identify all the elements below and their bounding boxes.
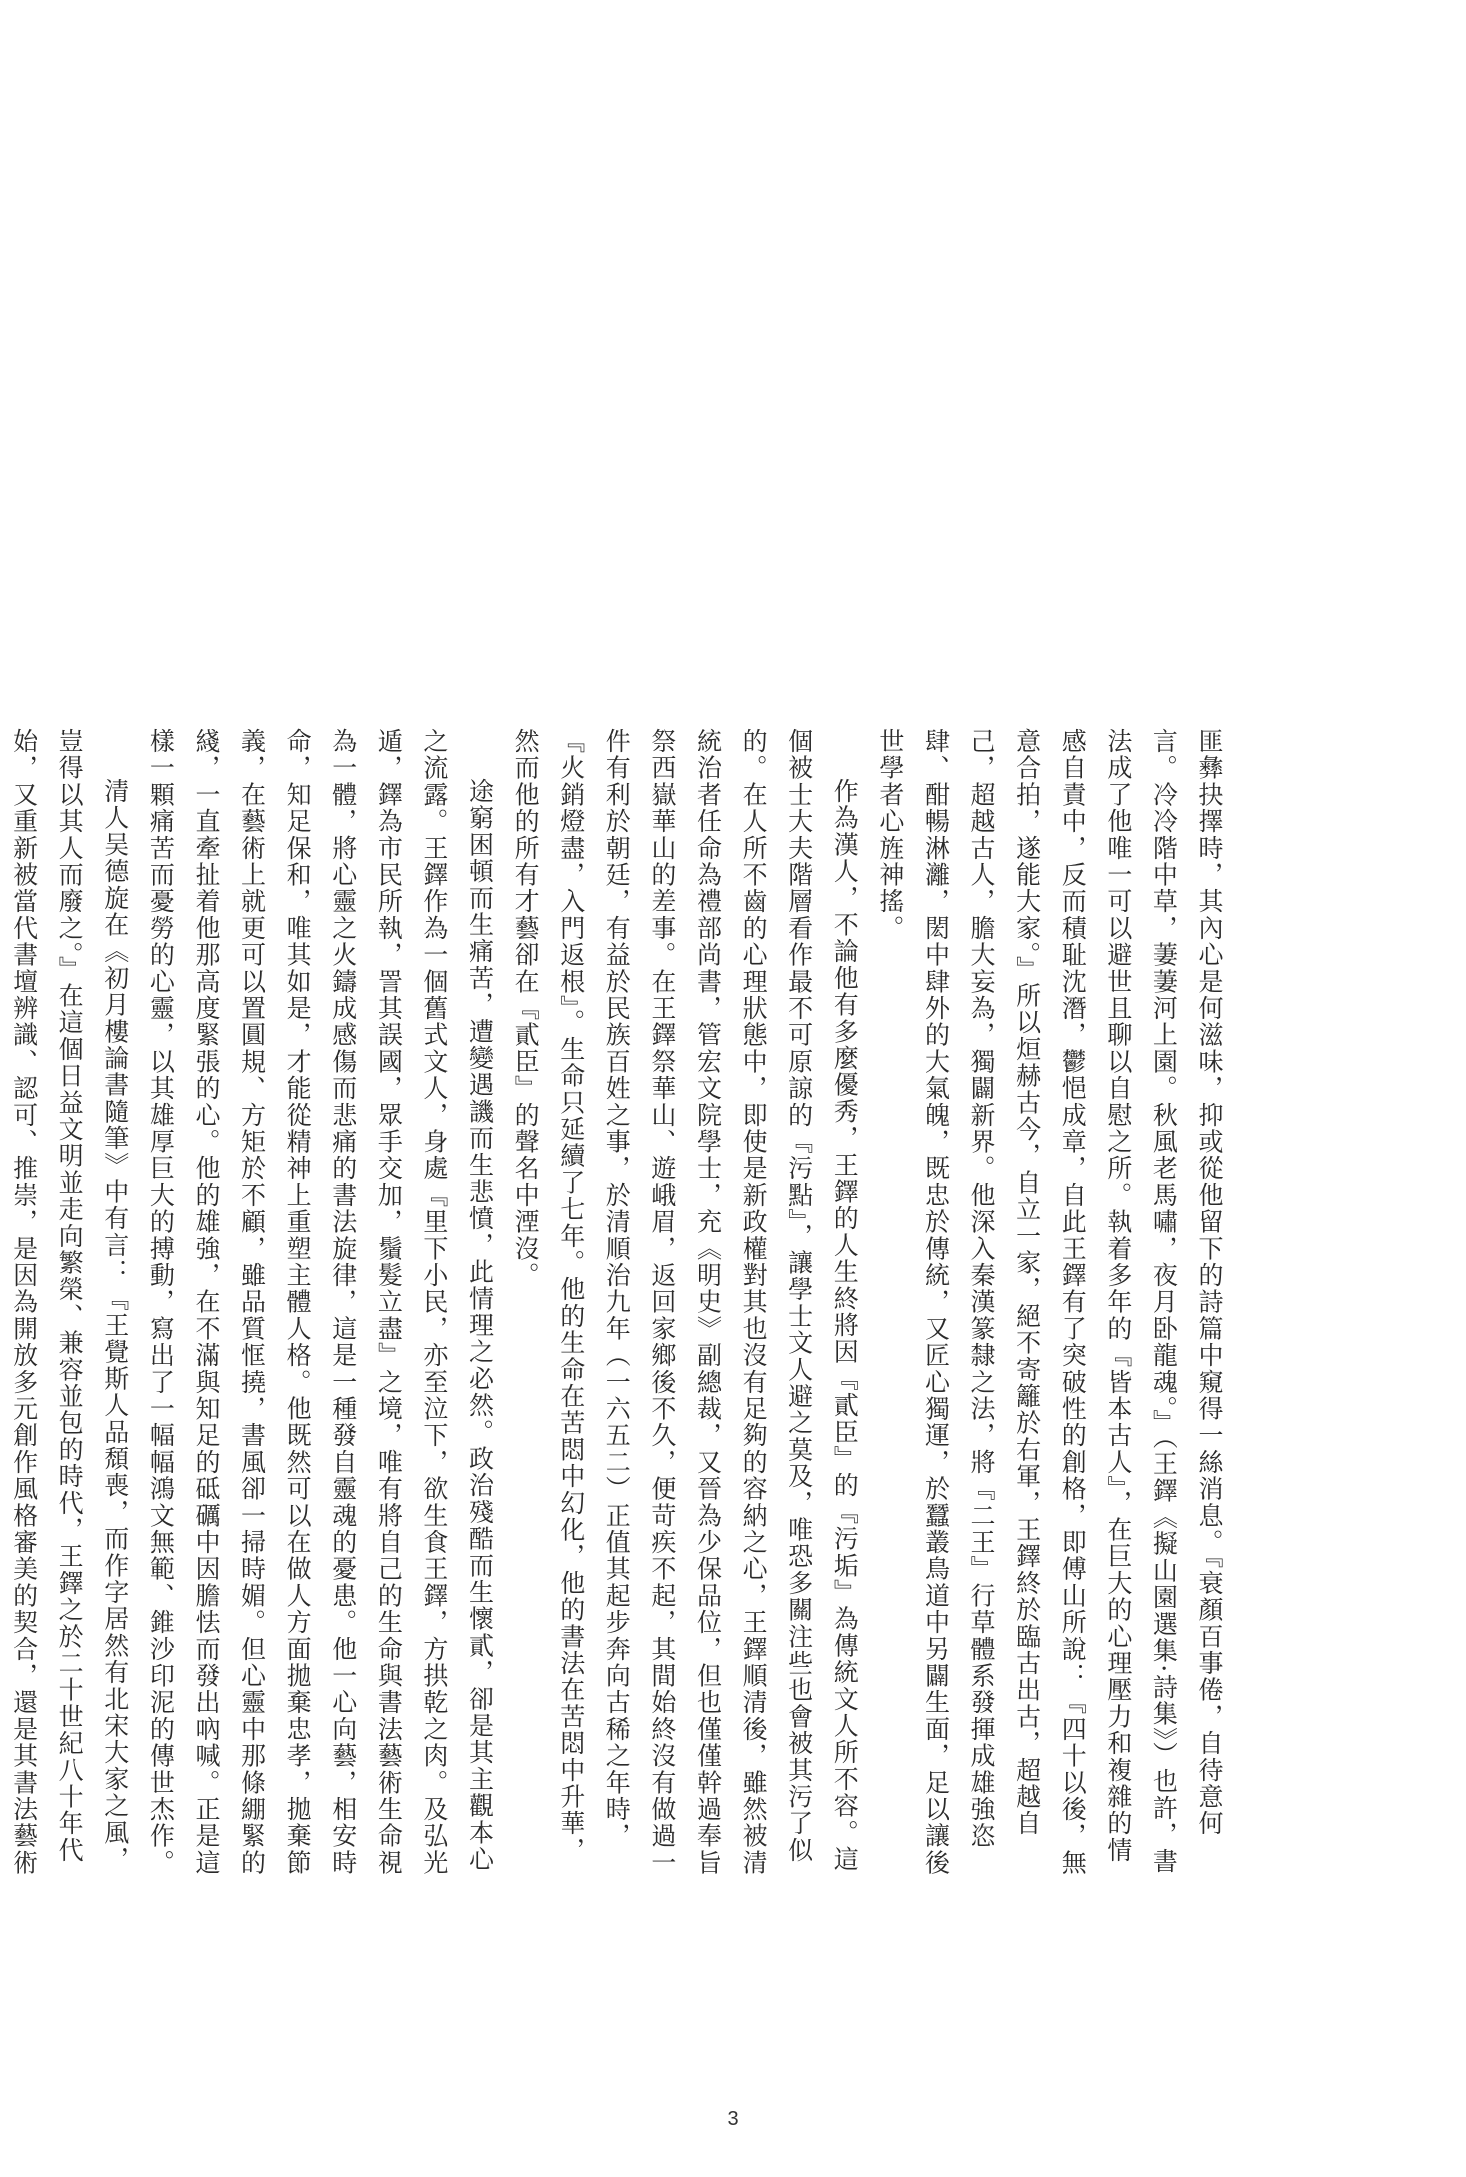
page-number: 3 <box>727 2108 739 2130</box>
paragraph: 作為漢人，不論他有多麼優秀，王鐸的人生終將因『貳臣』的『污垢』為傳統文人所不容。這個被士大夫階層看作最不可原諒的『污點』，讓學士文人避之莫及，唯恐多關注些也會被其污了似的。在人所不齒的心理狀態中，即使是新政權對其也沒有足夠的容納之心，王鐸順清後，雖然被清統治者任命為禮部尚書，管宏文院學士，充《明史》副總裁，又晉為少保品位，但也僅僅幹過奉旨祭西嶽華山的差事。在王鐸祭華山、遊峨眉，返回家鄉後不久，便苛疾不起，其間始終沒有做過一件有利於朝廷，有益於民族百姓之事，於清順治九年（一六五二）正值其起步奔向古稀之年時，『火銷燈盡，入門返根』。生命只延續了七年。他的生命在苦悶中幻化，他的書法在苦悶中升華，然而他的所有才藝卻在『貳臣』的聲名中湮沒。 <box>511 728 860 1877</box>
paragraph: 匪彝抉擇時，其內心是何滋味，抑或從他留下的詩篇中窺得一絲消息。『衰顏百事倦，自待意何言。冷冷階中草，萋萋河上園。秋風老馬嘯，夜月卧龍魂。』（王鐸《擬山園選集·詩集》）也許，書法成了他唯一可以避世且聊以自慰之所。執着多年的『皆本古人』，在巨大的心理壓力和複雜的情感自責中，反而積耻沈潛，鬱悒成章，自此王鐸有了突破性的創格，即傅山所說：『四十以後，無意合拍，遂能大家。』所以烜赫古今，自立一家，絕不寄籬於右軍，王鐸終於臨古出古，超越自己，超越古人，膽大妄為，獨闢新界。他深入秦漢篆隸之法，將『二王』行草體系發揮成雄強恣肆、酣暢淋灕，閎中肆外的大氣魄，既忠於傳統，又匠心獨運，於蠶叢鳥道中另闢生面，足以讓後世學者心旌神搖。 <box>875 728 1224 1877</box>
paragraph: 清人吴德旋在《初月樓論書隨筆》中有言：『王覺斯人品頹喪，而作字居然有北宋大家之風，豈得以其人而廢之。』在這個日益文明並走向繁榮、兼容並包的時代，王鐸之於二十世紀八十年代始，又重新被當代書壇辨識、認可、推崇，是因為開放多元創作風格審美的契合，還是其書法藝術 <box>9 728 130 1877</box>
body-text <box>9 728 1232 1888</box>
paragraph: 途窮困頓而生痛苦，遭變遇譏而生悲憤，此情理之必然。政治殘酷而生懷貳，卻是其主觀本心之流露。王鐸作為一個舊式文人，身處『里下小民，亦至泣下，欲生食王鐸，方拱乾之肉。及弘光遁，鐸為市民所執，詈其誤國，眾手交加，鬚髮立盡』之境，唯有將自己的生命與書法藝術生命視為一體，將心靈之火鑄成感傷而悲痛的書法旋律，這是一種發自靈魂的憂患。他一心向藝，相安時命，知足保和，唯其如是，才能從精神上重塑主體人格。他既然可以在做人方面拋棄忠孝，拋棄節義，在藝術上就更可以置圓規、方矩於不顧，雖品質恇撓，書風卻一掃時媚。但心靈中那條綳緊的綫，一直牽扯着他那高度緊張的心。他的雄強，在不滿與知足的砥礪中因膽怯而發出吶喊。正是這樣一顆痛苦而憂勞的心靈，以其雄厚巨大的搏動，寫出了一幅幅鴻文無範、錐沙印泥的傳世杰作。 <box>146 728 495 1877</box>
